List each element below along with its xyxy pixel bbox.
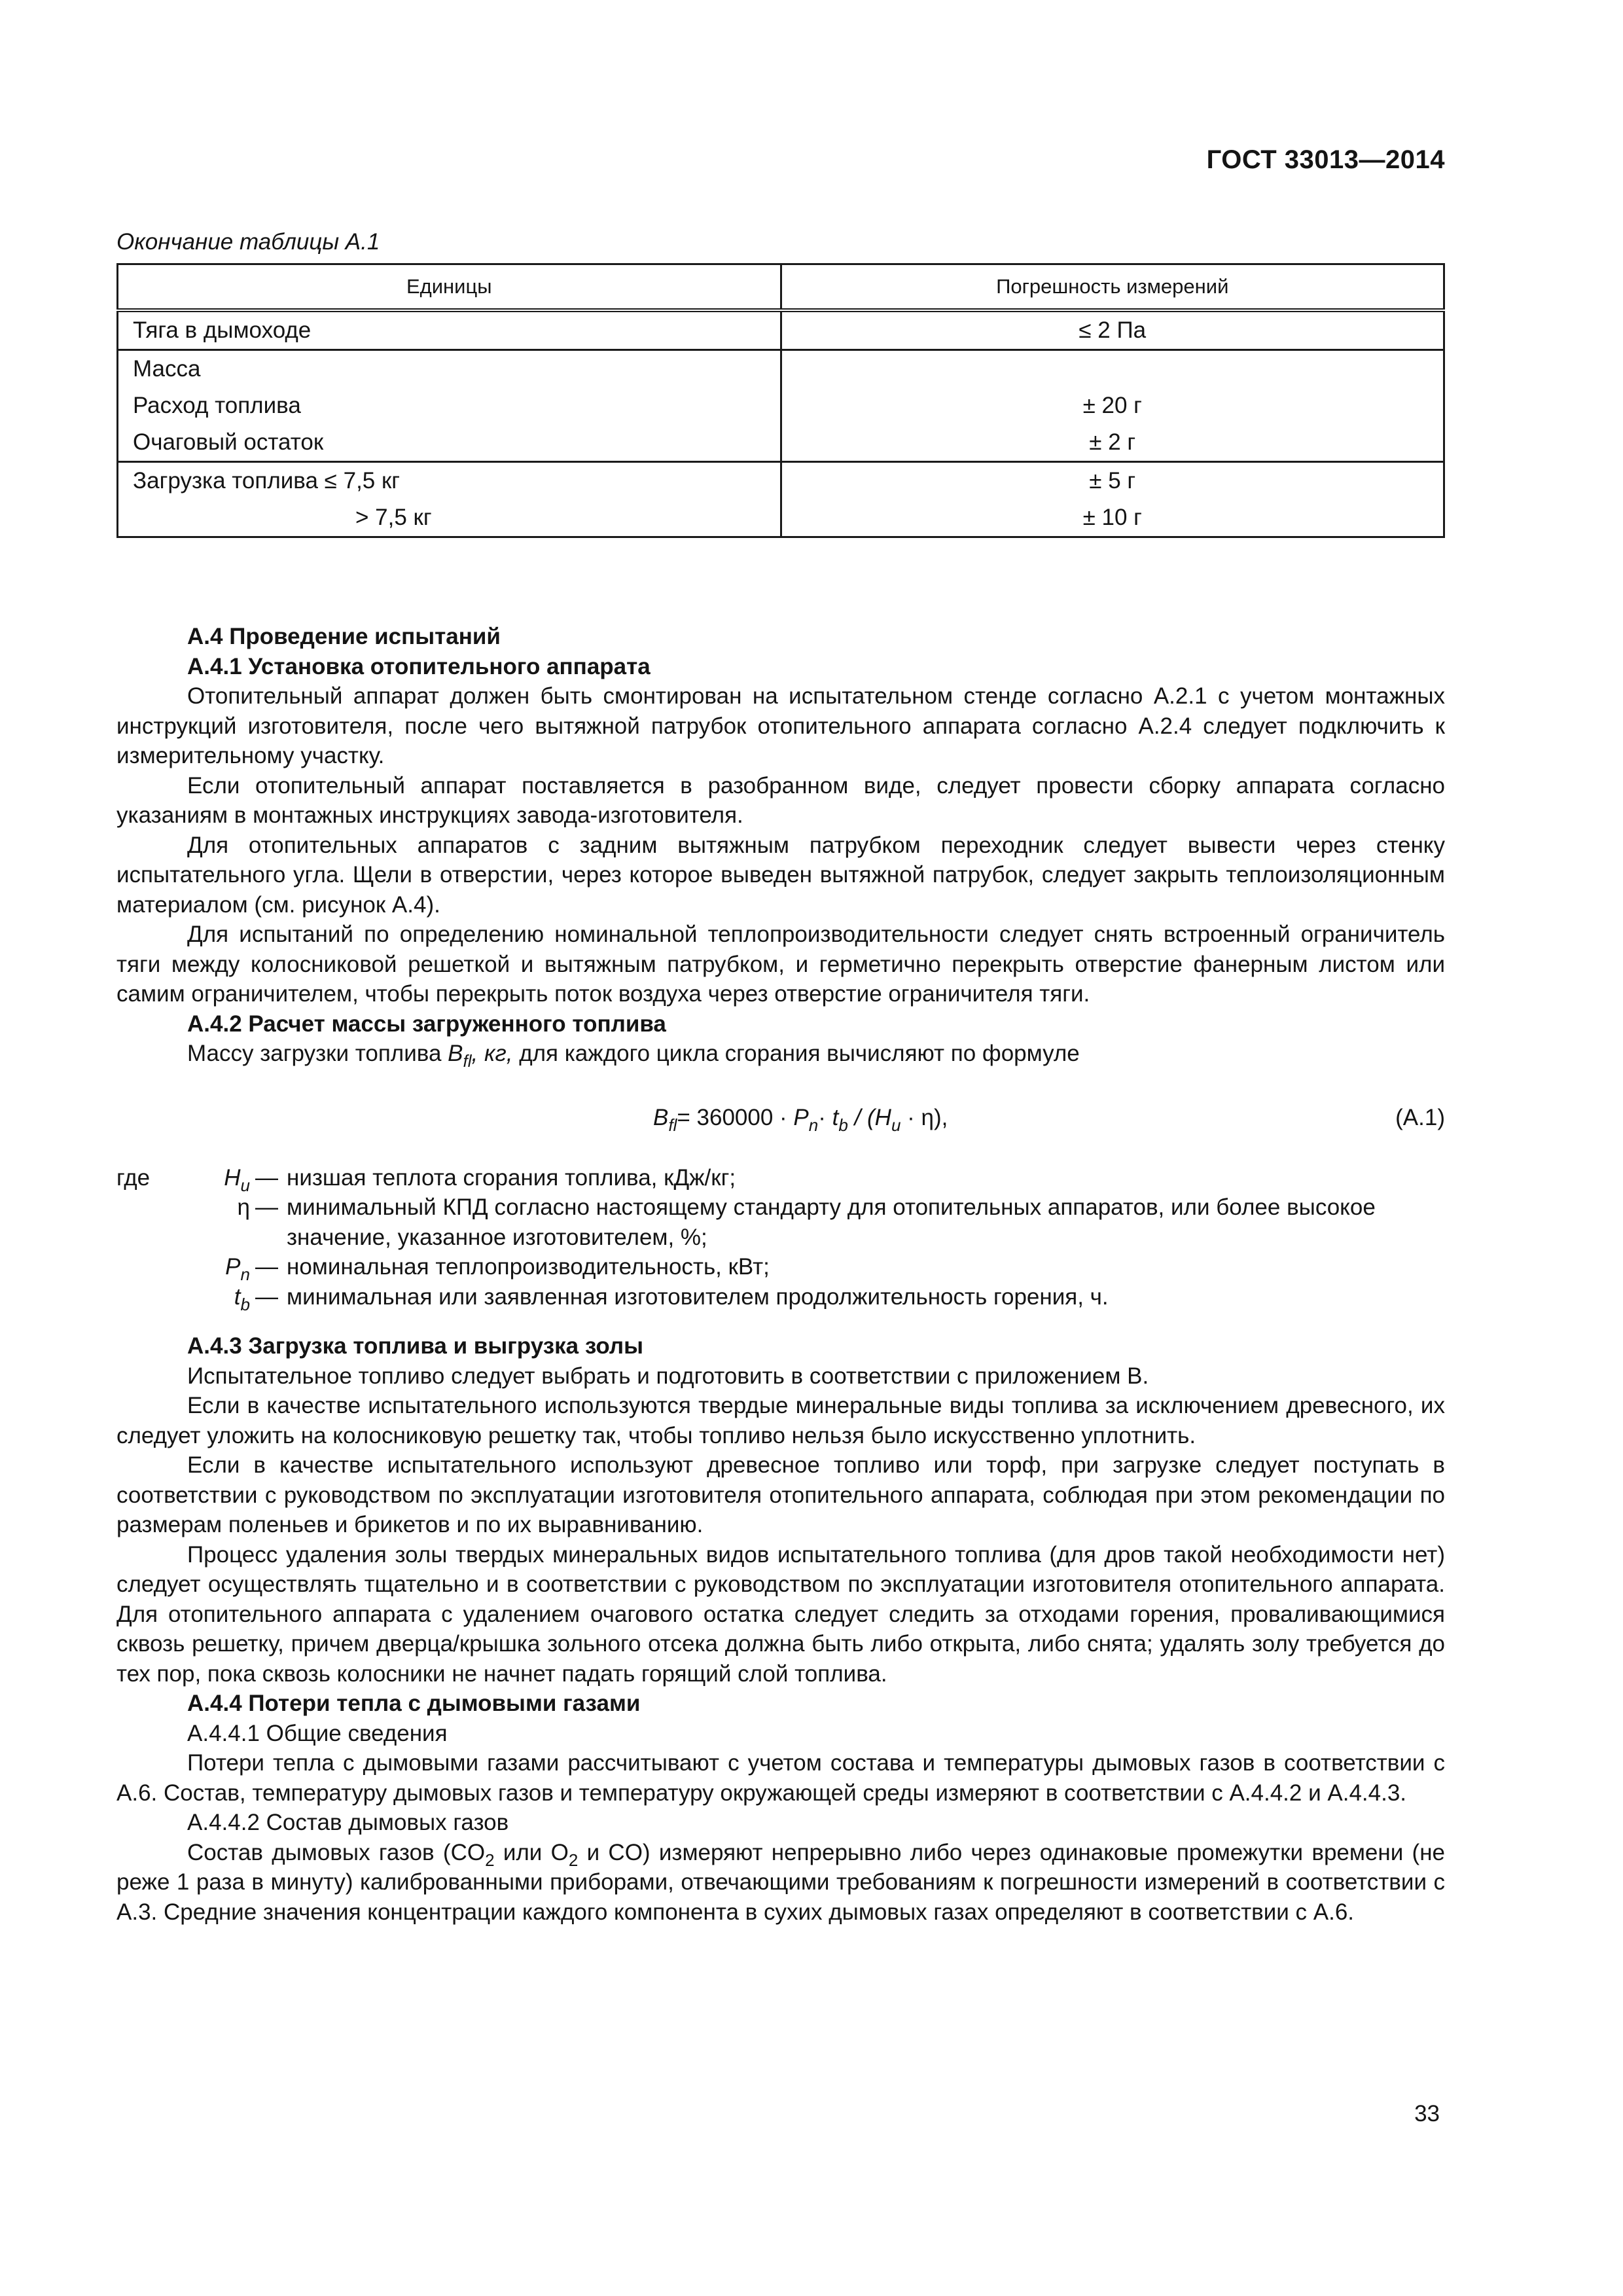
table-cell: Тяга в дымоходе [133, 317, 312, 343]
formula-block [116, 1069, 1445, 1158]
section-heading-a43: А.4.3 Загрузка топлива и выгрузка золы [187, 1333, 643, 1359]
section-heading-a44: А.4.4 Потери тепла с дымовыми газами [187, 1691, 641, 1716]
subsection-heading-a442: А.4.4.2 Состав дымовых газов [187, 1810, 509, 1835]
table-header-units: Единицы [118, 264, 781, 311]
document-body [116, 622, 1445, 1927]
legend-row: η — минимальный КПД согласно настоящему стандарту для отопительных аппаратов, или более высокое значение, указанное изготовителем, %; [237, 1194, 1376, 1250]
paragraph: Если в качестве испытательного используются твердые минеральные виды топлива за исключением древесного, их следует уложить на колосниковую решетку так, чтобы топливо нельзя было искусственно уплотнить. [116, 1393, 1445, 1448]
paragraph: Потери тепла с дымовыми газами рассчитывают с учетом состава и температуры дымовых газов в соответствии с А.6. Состав, температуру дымовых газов и температуру окружающей среды измеряют в соответствии с А.4.4.2 и А.4.4.3. [116, 1750, 1445, 1806]
paragraph: Для отопительных аппаратов с задним вытяжным патрубком переходник следует вывести через стенку испытательного угла. Щели в отверстии, через которое выведен вытяжной патрубок, следует закрыть теплоизоляционным материалом (см. рисунок А.4). [116, 832, 1445, 918]
paragraph: Испытательное топливо следует выбрать и подготовить в соответствии с приложением В. [187, 1363, 1149, 1389]
table-cell: Загрузка топлива ≤ 7,5 кг [133, 468, 401, 493]
table-header-row [118, 264, 1444, 311]
document-header: ГОСТ 33013—2014 [1206, 145, 1445, 174]
formula-number: (А.1) [1395, 1104, 1445, 1130]
table-header-accuracy: Погрешность измерений [781, 264, 1444, 311]
section-heading-a42: А.4.2 Расчет массы загруженного топлива [187, 1011, 666, 1037]
paragraph: Если в качестве испытательного используют древесное топливо или торф, при загрузке следует поступать в соответствии с руководством по эксплуатации изготовителя отопительного аппарата, соблюдая при этом рекомендации по размерам поленьев и брикетов и по их выравниванию. [116, 1452, 1445, 1537]
paragraph: Для испытаний по определению номинальной теплопроизводительности следует снять встроенный ограничитель тяги между колосниковой решеткой и вытяжным патрубком, и герметично перекрыть отверстие фанерным листом или самим ограничителем, чтобы перекрыть поток воздуха через отверстие ограничителя тяги. [116, 922, 1445, 1007]
table-cell: ± 10 г [1082, 505, 1142, 530]
paragraph: Если отопительный аппарат поставляется в разобранном виде, следует провести сборку аппарата согласно указаниям в монтажных инструкциях завода-изготовителя. [116, 772, 1445, 828]
legend-row: $t_b$ — минимальная или заявленная изготовителем продолжительность горения, ч. [234, 1283, 1109, 1314]
table-row [118, 310, 1444, 350]
paragraph: Процесс удаления золы твердых минеральных видов испытательного топлива (для дров такой необходимости нет) следует осуществлять тщательно и в соответствии с руководством по эксплуатации изготовителя отопительного аппарата. Для отопительного аппарата с удалением очагового остатка следует следить за отходами горения, проваливающимися сквозь решетку, причем дверца/крышка зольного отсека должна быть либо открыта, либо снята; удалять золу требуется до тех пор, пока сквозь колосники не начнет падать горящий слой топлива. [116, 1541, 1445, 1687]
table-cell: ≤ 2 Па [1079, 317, 1147, 343]
page-number: 33 [1414, 2101, 1440, 2126]
paragraph-formula-intro: Массу загрузки топлива $B_{fl}$, кг, для каждого цикла сгорания вычисляют по формуле [187, 1041, 1080, 1071]
table-continuation-caption: Окончание таблицы А.1 [116, 229, 380, 255]
section-heading-a4: А.4 Проведение испытаний [187, 624, 501, 649]
formula-a1: $B_{fl}= 360000 \cdot P_n\cdot t_b / (H_u \cdot \eta)$, [653, 1104, 948, 1135]
document-page [116, 0, 1445, 2296]
paragraph: Состав дымовых газов ($CO_2$ или $O_2$ и CO) измеряют непрерывно либо через одинаковые промежутки времени (не реже 1 раза в минуту) калиброванными приборами, отвечающими требованиям к погрешности измерений в соответствии с А.3. Средние значения концентрации каждого компонента в сухих дымовых газах определяют в соответствии с А.6. [116, 1839, 1446, 1925]
table-cell: ± 2 г [1089, 429, 1136, 455]
measurement-table [116, 263, 1445, 538]
where-label: где [116, 1164, 151, 1191]
legend-row: где $H_u$ — низшая теплота сгорания топлива, кДж/кг; [116, 1163, 1445, 1193]
table-cell [796, 351, 1429, 387]
table-cell: ± 20 г [1082, 393, 1142, 418]
subsection-heading-a441: А.4.4.1 Общие сведения [187, 1720, 448, 1746]
table-row [118, 350, 1444, 462]
table-row [118, 462, 1444, 537]
table-cell: Расход топлива [133, 393, 301, 418]
table-cell: Масса [133, 356, 201, 382]
legend-row: $P_n$ — номинальная теплопроизводительность, кВт; [225, 1254, 770, 1284]
table-cell: > 7,5 кг [355, 505, 432, 530]
table-cell: Очаговый остаток [133, 429, 324, 455]
symbol-legend [116, 1163, 1445, 1312]
section-heading-a41: А.4.1 Установка отопительного аппарата [187, 653, 651, 679]
paragraph: Отопительный аппарат должен быть смонтирован на испытательном стенде согласно А.2.1 с учетом монтажных инструкций изготовителя, после чего вытяжной патрубок отопительного аппарата согласно А.2.4 следует подключить к измерительному участку. [116, 683, 1445, 768]
table-cell: ± 5 г [1089, 468, 1136, 493]
